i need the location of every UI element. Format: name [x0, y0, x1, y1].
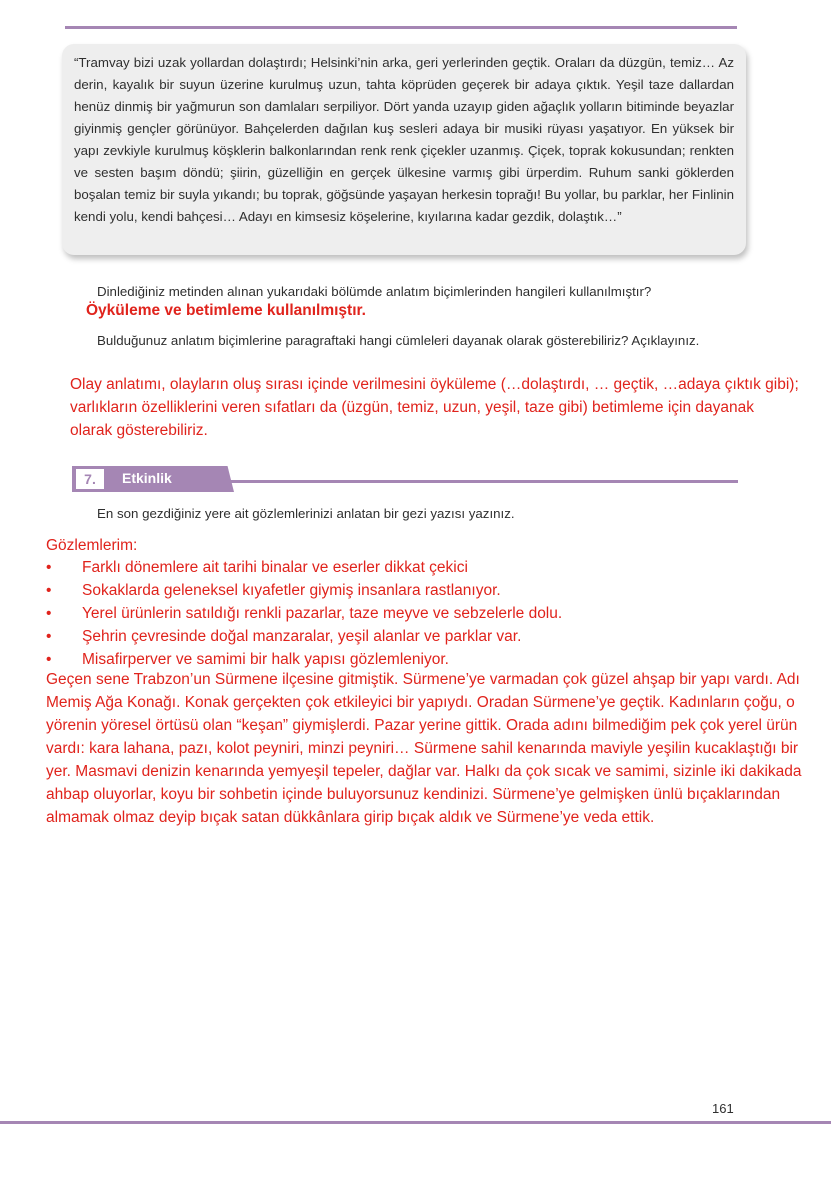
- list-item: • Yerel ürünlerin satıldığı renkli pazarlar, taze meyve ve sebzelerle dolu.: [46, 602, 562, 625]
- quote-text: “Tramvay bizi uzak yollardan dolaştırdı; Helsinki’nin arka, geri yerlerinden geçtik. Oraları da düzgün, temiz… Az derin, kayalık bir suyun üzerine kurulmuş uzun, tahta köprüden geçerek bir adaya çıktık. Yeşil taze dallardan henüz dinmiş bir yağmurun son damlaları serpiliyor. Dört yanda uzayıp giden ağaçlık yolların bitiminde beyazlar giyinmiş gençler görünüyor. Bahçelerden dağılan kuş sesleri adaya bir musiki rüyası yaşatıyor. En yüksek bir yapı zevkiyle kurulmuş köşklerin balkonlarından renk renk çiçekler uzanmış. Çiçek, toprak kokusundan; renkten ve sesten başım döndü; şiirin, güzelliğin en gerçek ülkesine varmış gibi ürperdim. Ruhum sanki göklerden boşalan temiz bir suyla yıkandı; bu toprak, göğsünde yaşayan herkesin toprağı! Bu yollar, bu parklar, her Finlinin kendi yolu, kendi bahçesi… Adayı en kimsesiz köşelerine, kıyılarına kadar gezdik, dolaştık…”: [74, 55, 734, 224]
- question-2: Bulduğunuz anlatım biçimlerine paragraftaki hangi cümleleri dayanak olarak gösterebiliriz? Açıklayınız.: [97, 333, 700, 348]
- activity-title: Etkinlik: [122, 470, 172, 486]
- quote-box: [62, 44, 746, 255]
- activity-task: En son gezdiğiniz yere ait gözlemlerinizi anlatan bir gezi yazısı yazınız.: [97, 506, 515, 521]
- bottom-divider: [0, 1121, 831, 1124]
- observations-list: [46, 556, 562, 671]
- answer-2: Olay anlatımı, olayların oluş sırası içinde verilmesini öyküleme (…dolaştırdı, … geçtik, …adaya çıktık gibi); varlıkların özelliklerini veren sıfatları da (üzgün, temiz, uzun, yeşil, taze gibi) betimleme için dayanak olarak gösterebiliriz.: [70, 376, 799, 439]
- answer-1: Öyküleme ve betimleme kullanılmıştır.: [86, 302, 366, 319]
- list-item: • Misafirperver ve samimi bir halk yapısı gözlemleniyor.: [46, 648, 562, 671]
- list-item: • Farklı dönemlere ait tarihi binalar ve eserler dikkat çekici: [46, 556, 562, 579]
- question-1: Dinlediğiniz metinden alınan yukarıdaki bölümde anlatım biçimlerinden hangileri kullanılmıştır?: [97, 284, 652, 299]
- page-number: 161: [712, 1101, 734, 1116]
- top-divider: [65, 26, 737, 29]
- essay-text: Geçen sene Trabzon’un Sürmene ilçesine gitmiştik. Sürmene’ye varmadan çok güzel ahşap bir yapı vardı. Adı Memiş Ağa Konağı. Konak gerçekten çok etkileyici bir yapıydı. Oradan Sürmene’ye geçtik. Kadınların çoğu, o yörenin yöresel örtüsü olan “keşan” giymişlerdi. Pazar yerine gittik. Orada adını bilmediğim pek çok yerel ürün vardı: kara lahana, pazı, kolot peyniri, minzi peyniri… Sürmene sahil kenarında maviyle yeşilin kucaklaştığı bir yer. Masmavi denizin kenarında yemyeşil tepeler, dağlar var. Halkı da çok sıcak ve samimi, sizinle iki dakikada ahbap oluyorlar, koyu bir sohbetin içinde buluyorsunuz kendinizi. Sürmene’ye gelmişken ünlü bıçaklarından almamak olmaz deyip bıçak satan dükkânlara girip bıçak aldık ve Sürmene’ye veda ettik.: [46, 671, 802, 826]
- activity-number: 7.: [76, 469, 104, 489]
- activity-divider: [230, 480, 738, 483]
- list-item: • Şehrin çevresinde doğal manzaralar, yeşil alanlar ve parklar var.: [46, 625, 562, 648]
- observations-heading: Gözlemlerim:: [46, 537, 138, 554]
- list-item: • Sokaklarda geleneksel kıyafetler giymiş insanlara rastlanıyor.: [46, 579, 562, 602]
